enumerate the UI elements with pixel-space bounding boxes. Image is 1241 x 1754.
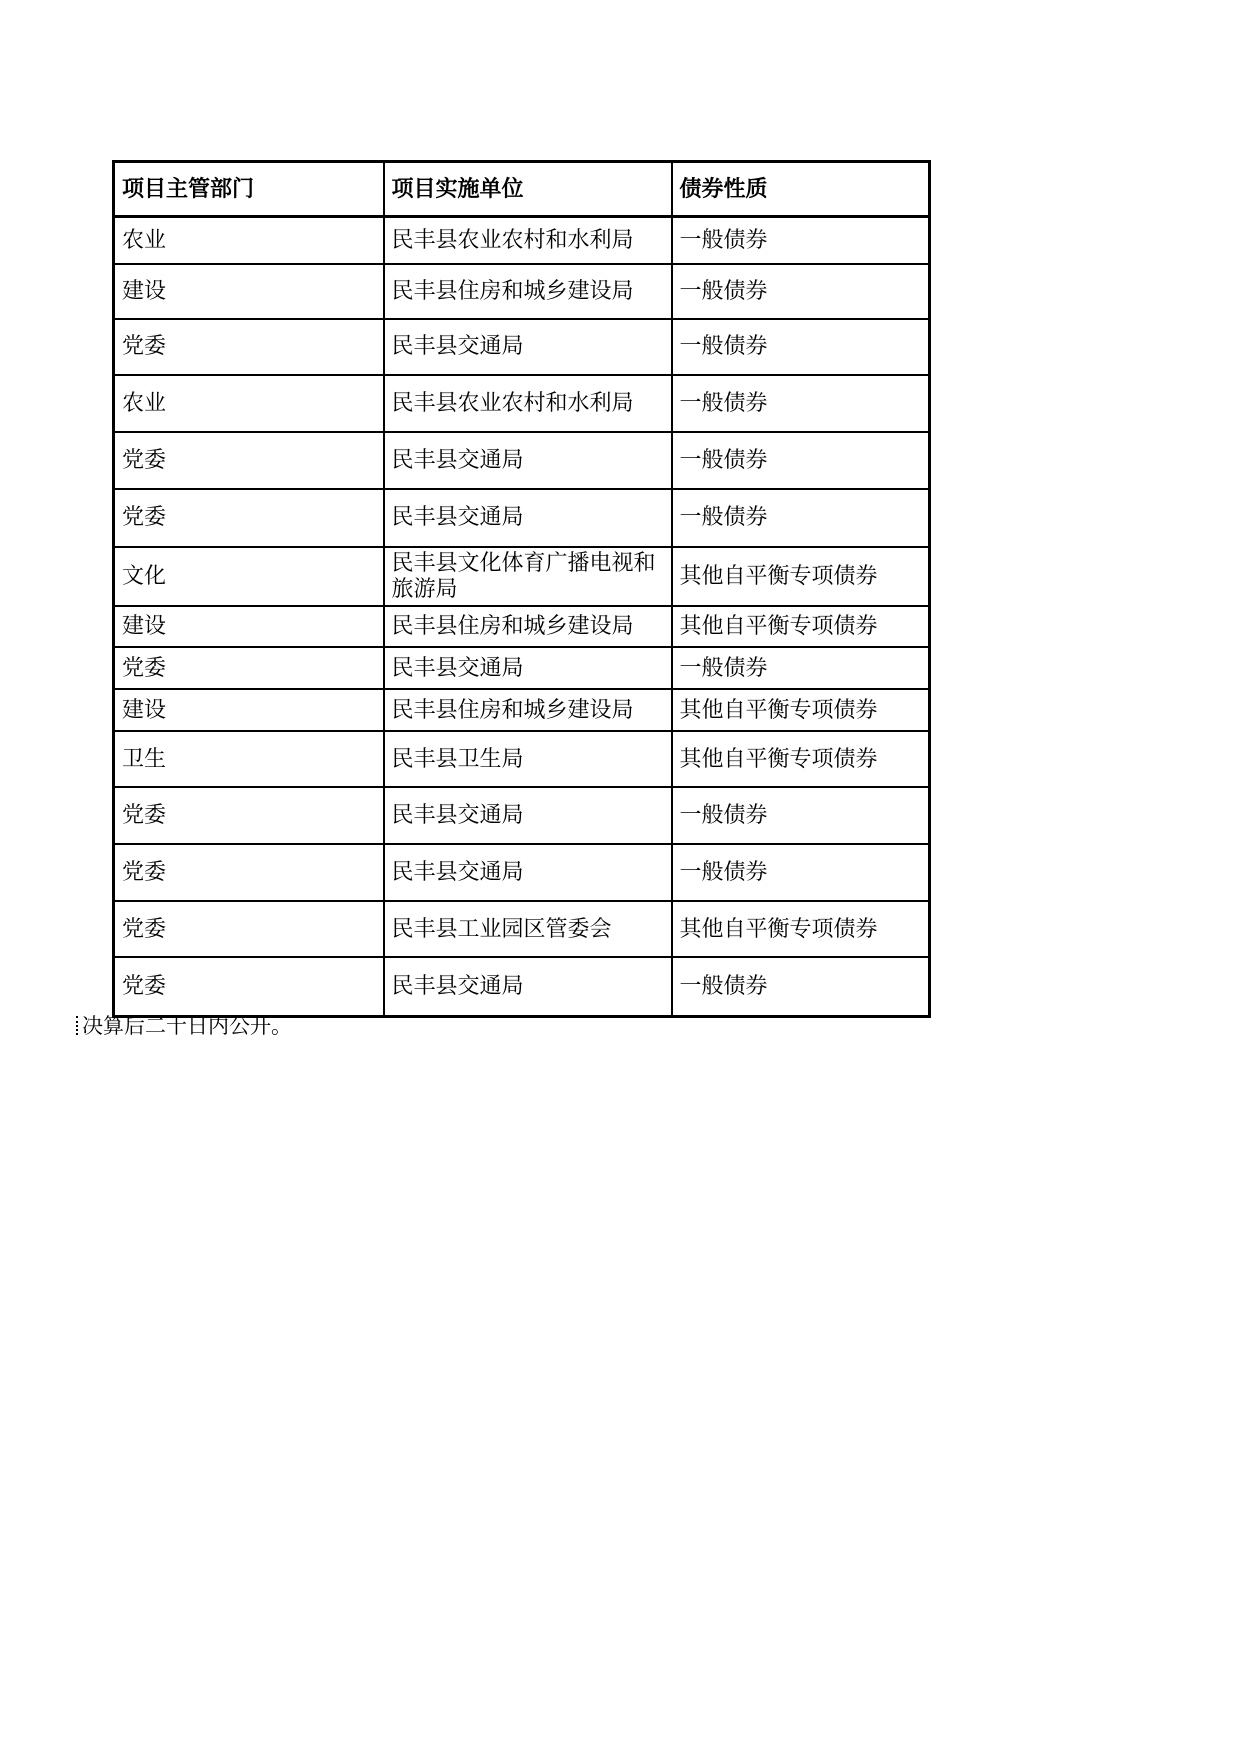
table-header-row (114, 162, 930, 217)
column-header-implementing-unit: 项目实施单位 (384, 162, 672, 217)
table-row (114, 606, 930, 647)
cell-unit: 民丰县住房和城乡建设局 (384, 606, 672, 647)
cell-department: 党委 (114, 647, 384, 689)
cell-department: 卫生 (114, 731, 384, 787)
cell-unit: 民丰县交通局 (384, 319, 672, 375)
cell-unit: 民丰县交通局 (384, 432, 672, 489)
cell-department: 党委 (114, 319, 384, 375)
cell-department: 党委 (114, 844, 384, 901)
cell-unit: 民丰县卫生局 (384, 731, 672, 787)
cell-bond-type: 一般债券 (672, 957, 930, 1016)
cell-department: 党委 (114, 489, 384, 547)
cell-unit: 民丰县农业农村和水利局 (384, 375, 672, 432)
cell-bond-type: 其他自平衡专项债券 (672, 689, 930, 731)
cell-department: 建设 (114, 264, 384, 319)
table-row (114, 689, 930, 731)
cell-bond-type: 一般债券 (672, 319, 930, 375)
cell-bond-type: 一般债券 (672, 217, 930, 264)
column-header-bond-nature: 债券性质 (672, 162, 930, 217)
cell-unit: 民丰县工业园区管委会 (384, 901, 672, 957)
table-row (114, 217, 930, 264)
cell-bond-type: 一般债券 (672, 787, 930, 844)
cell-bond-type: 其他自平衡专项债券 (672, 731, 930, 787)
table-row (114, 432, 930, 489)
table-row (114, 647, 930, 689)
cell-department: 建设 (114, 606, 384, 647)
cell-department: 党委 (114, 957, 384, 1016)
cell-unit: 民丰县交通局 (384, 787, 672, 844)
cell-bond-type: 一般债券 (672, 264, 930, 319)
cell-unit: 民丰县交通局 (384, 647, 672, 689)
cell-bond-type: 其他自平衡专项债券 (672, 606, 930, 647)
cell-unit: 民丰县住房和城乡建设局 (384, 689, 672, 731)
cell-department: 党委 (114, 787, 384, 844)
cell-unit: 民丰县农业农村和水利局 (384, 217, 672, 264)
table-row (114, 375, 930, 432)
cell-unit: 民丰县文化体育广播电视和旅游局 (384, 547, 672, 607)
table-row (114, 731, 930, 787)
cell-unit: 民丰县交通局 (384, 489, 672, 547)
table-row (114, 264, 930, 319)
cell-bond-type: 其他自平衡专项债券 (672, 901, 930, 957)
table-row (114, 901, 930, 957)
table-row (114, 957, 930, 1016)
cell-department: 党委 (114, 432, 384, 489)
footer-note-row (76, 1012, 292, 1038)
footer-note: 决算后二十日内公开。 (82, 1014, 292, 1038)
table-row (114, 547, 930, 607)
cell-unit: 民丰县交通局 (384, 957, 672, 1016)
cell-department: 文化 (114, 547, 384, 607)
cell-department: 建设 (114, 689, 384, 731)
cell-bond-type: 其他自平衡专项债券 (672, 547, 930, 607)
table-row (114, 787, 930, 844)
cell-department: 党委 (114, 901, 384, 957)
cell-department: 农业 (114, 375, 384, 432)
cell-unit: 民丰县交通局 (384, 844, 672, 901)
cell-department: 农业 (114, 217, 384, 264)
table-row (114, 489, 930, 547)
column-header-supervising-department: 项目主管部门 (114, 162, 384, 217)
clipped-character-fragment (76, 1016, 78, 1035)
cell-bond-type: 一般债券 (672, 375, 930, 432)
cell-bond-type: 一般债券 (672, 489, 930, 547)
bond-projects-table (112, 160, 931, 1018)
cell-bond-type: 一般债券 (672, 647, 930, 689)
cell-bond-type: 一般债券 (672, 432, 930, 489)
cell-unit: 民丰县住房和城乡建设局 (384, 264, 672, 319)
cell-bond-type: 一般债券 (672, 844, 930, 901)
table-row (114, 319, 930, 375)
table-row (114, 844, 930, 901)
